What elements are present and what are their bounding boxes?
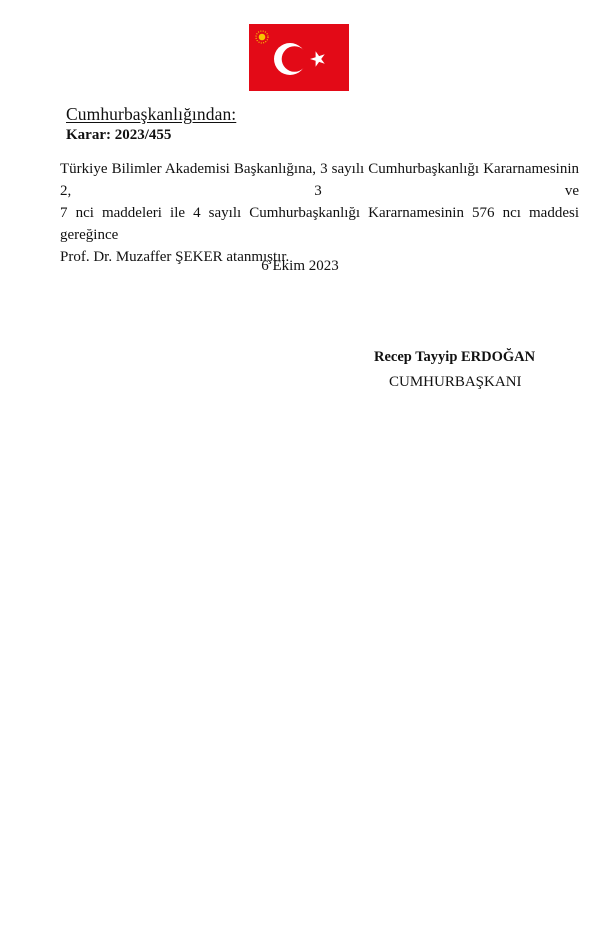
crescent-star-icon [249,24,349,91]
signer-name: Recep Tayyip ERDOĞAN [374,349,536,365]
decision-date: 6 Ekim 2023 [261,258,339,274]
body-line: Prof. Dr. Muzaffer ŞEKER atanmıştır. [60,249,290,265]
decision-body [60,158,579,268]
issuing-authority-heading: Cumhurbaşkanlığından: [66,104,237,124]
body-line: 7 nci maddeleri ile 4 sayılı Cumhurbaşkanlığı Kararnamesinin 576 ncı maddesi gereğince [60,205,579,243]
presidential-flag [249,24,349,91]
body-line: Türkiye Bilimler Akademisi Başkanlığına, 3 sayılı Cumhurbaşkanlığı Kararnamesinin 2, 3 ve [60,161,579,199]
signer-title: CUMHURBAŞKANI [389,374,522,390]
decision-number: Karar: 2023/455 [66,127,172,143]
